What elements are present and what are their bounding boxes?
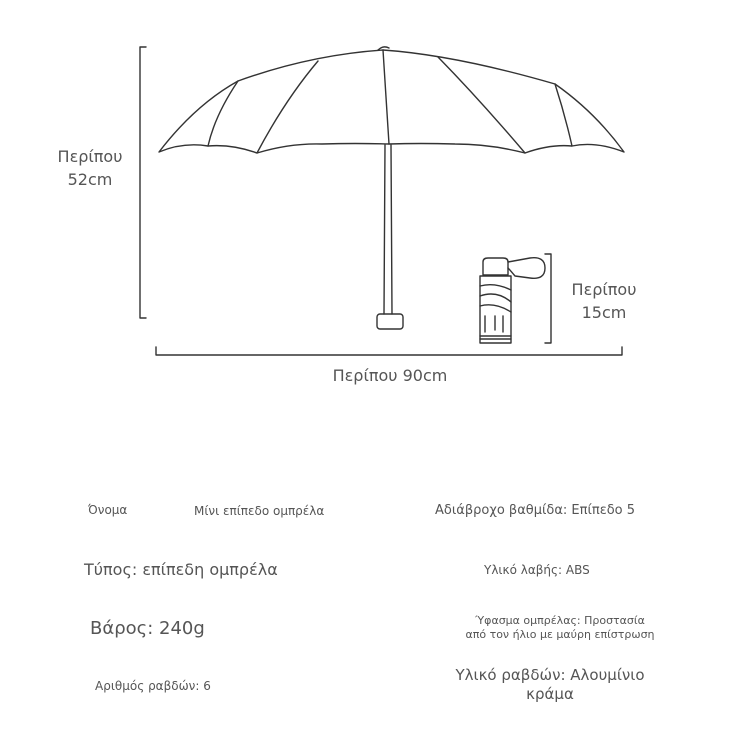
spec-ribs-count: Αριθμός ραβδών: 6 xyxy=(95,679,211,693)
folded-umbrella xyxy=(480,258,545,343)
spec-waterproof: Αδιάβροχο βαθμίδα: Επίπεδο 5 xyxy=(435,503,636,518)
spec-weight: Βάρος: 240g xyxy=(90,618,205,639)
spec-name-value: Μίνι επίπεδο ομπρέλα xyxy=(194,504,325,518)
height-label: Περίπου 52cm xyxy=(57,147,123,189)
height-dimension-line xyxy=(140,47,146,318)
spec-handle-material: Υλικό λαβής: ABS xyxy=(484,563,590,577)
folded-dimension-line xyxy=(545,254,551,343)
spec-name-label: Όνομα xyxy=(88,503,128,517)
spec-type: Τύπος: επίπεδη ομπρέλα xyxy=(84,560,278,579)
folded-length-label: Περίπου 15cm xyxy=(571,280,637,322)
width-dimension-line xyxy=(156,347,622,355)
width-label: Περίπου 90cm xyxy=(332,366,448,385)
umbrella-shaft xyxy=(384,145,392,314)
spec-ribs-material: Υλικό ραβδών: Αλουμίνιο κράμα xyxy=(455,666,645,703)
umbrella-canopy xyxy=(159,50,624,153)
umbrella-handle xyxy=(377,314,403,329)
spec-fabric: Ύφασμα ομπρέλας: Προστασία από τον ήλιο με μαύρη επίστρωση xyxy=(465,614,655,641)
